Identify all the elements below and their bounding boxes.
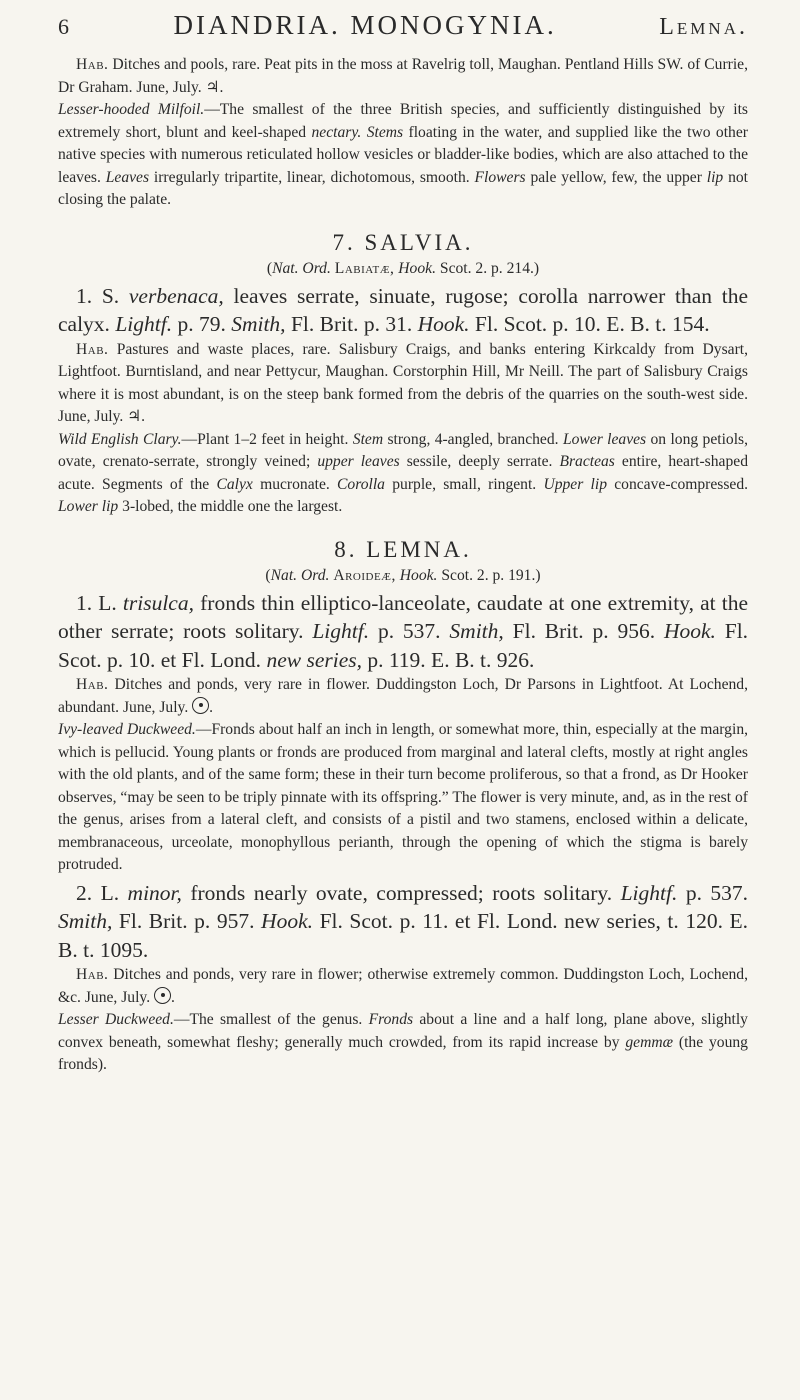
hab-paragraph [58,54,748,99]
genus-heading-salvia: 7. SALVIA. [332,229,474,255]
ref-author: Smith, [449,619,504,643]
desc-text: floating in the water, and supplied like the two other native species with numerous reticulated hollow vesicles or bladder-like bodies, which are also attached to the leaves. [58,123,748,186]
ref-author: Lightf. [115,312,173,336]
ref-text: p. 537. [685,880,749,905]
desc-text: pale yellow, few, the upper [530,168,702,186]
ref-text: Fl. Brit. p. 957. [118,909,255,933]
species-number: 1. L. [76,590,117,615]
annual-symbol-icon [192,697,209,714]
desc-text: sessile, deeply serrate. [406,453,553,470]
natural-order-line [58,567,748,585]
desc-term: Leaves [105,168,150,186]
ref-author: Hook. [417,312,470,336]
genus-heading-lemna: 8. LEMNA. [334,536,472,562]
desc-text: irregularly tripartite, linear, dichotomous, smooth. [153,168,470,186]
common-name: Lesser-hooded Milfoil. [58,101,205,118]
hab-label: Hab. [76,56,109,73]
desc-text: —Fronds about half an inch in length, or somewhat more, thin, especially at the margin, which is pellucid. Young plants or fronds are produced from marginal and lateral clefts, mostly at right angles with the old plants, and of the same form; these in their turn become proliferous, so that a frond, as Dr Hooker observes, “may be seen to be triply pinnate with its offspring.” The flower is very minute, and, as in the rest of the genus, arises from a lateral cleft, and consists of a pistil and two stamens, enclosed within a delicate, membranaceous, urceolate, monophyllous perianth, through the opening of which the stigma is barely protruded. [58,721,749,873]
species-number: 2. L. [76,880,120,905]
order-ref: Scot. 2. p. 191.) [441,566,541,584]
hab-text: Ditches and pools, rare. Peat pits in the moss at Ravelrig toll, Maughan. Pentland Hills SW. of Currie, Dr Graham. June, July. [58,56,748,96]
desc-text: not closing the palate. [58,168,749,208]
desc-term: Lower lip [58,498,119,515]
ref-author: Smith, [58,909,113,933]
desc-term: Upper lip [543,475,607,493]
desc-term: Corolla [337,475,385,493]
desc-term: nectary. [311,123,362,141]
desc-text: 3-lobed, the middle one the largest. [122,498,343,515]
order-ref: Scot. 2. p. 214.) [439,259,540,277]
hab-text: Pastures and waste places, rare. Salisbury Craigs, and banks entering Kirkcaldy from Dysart, Lightfoot. Burntisland, and near Pettycur, Maughan. Corstorphin Hill, Mr Neill. The part of Salisbury Craigs where it is most abundant, is on the steep bank formed from the debris of the quarries on the south-west side. June, July. [58,340,749,425]
desc-text: —The smallest of the three British species, and sufficiently distinguished by its extremely short, blunt and keel-shaped [58,101,748,141]
desc-term: Lower leaves [562,430,647,448]
ref-text: Fl. Brit. p. 31. [290,312,413,336]
perennial-sign: ♃. [205,78,224,96]
diagnosis-text: fronds thin elliptico-lanceolate, caudate at one extremity, at the other serrate; roots solitary. [58,590,749,643]
ref-author: Lightf. [620,880,678,905]
page-number: 6 [58,14,71,39]
desc-term: Stem [352,430,384,448]
ref-text: Fl. Scot. p. 10. et Fl. Lond. [58,619,749,672]
species-number: 1. S. [76,283,120,308]
species-name: minor, [127,880,182,905]
desc-term: Flowers [474,168,526,186]
hook-ref: Hook. [399,566,438,584]
desc-text: —The smallest of the genus. [173,1011,363,1028]
desc-text: about a line and a half long, plane above, slightly convex beneath, somewhat fleshy; generally much crowded, from its rapid increase by [58,1011,748,1051]
ref-text: Fl. Brit. p. 956. [512,619,656,643]
ref-author: Hook. [663,619,716,643]
desc-term: Bracteas [559,453,615,470]
family-name: Labiatæ, [334,259,395,277]
hab-text: Ditches and ponds, very rare in flower. Duddingston Loch, Dr Parsons in Lightfoot. At Lochend, abundant. June, July. [58,676,748,716]
nat-ord-label: Nat. Ord. [270,566,330,584]
hab-label: Hab. [76,340,109,358]
desc-term: Calyx [216,475,253,493]
desc-text: —Plant 1–2 feet in height. [181,430,349,448]
diagnosis-text: fronds nearly ovate, compressed; roots solitary. [190,880,613,905]
hab-label: Hab. [76,676,109,693]
species-diagnosis [58,589,748,675]
ref-text: p. 537. [377,619,441,643]
ref-series: new series, [266,647,362,672]
desc-text: on long petiols, ovate, crenato-serrate, strongly veined; [58,430,749,470]
desc-term: upper leaves [317,453,400,470]
running-title: DIANDRIA. MONOGYNIA. [173,10,557,40]
hab-label: Hab. [76,966,109,983]
ref-text: p. 79. [177,312,226,336]
species-name: verbenaca, [128,283,224,308]
description-paragraph [58,719,748,877]
desc-term: Fronds [368,1011,414,1028]
family-name: Aroideæ, [333,566,396,584]
desc-text: mucronate. [260,475,330,493]
nat-ord-label: Nat. Ord. [272,259,331,277]
paren: ( [266,259,273,277]
desc-text: entire, heart-shaped acute. Segments of the [58,453,748,493]
species-diagnosis [58,282,748,339]
ref-text: Fl. Scot. p. 10. E. B. t. 154. [474,312,710,336]
description-paragraph [58,99,748,212]
running-head [58,10,748,54]
running-genus: Lemna. [659,14,748,40]
desc-text: (the young fronds). [58,1033,748,1073]
desc-text: purple, small, ringent. [392,475,537,493]
desc-text: concave-compressed. [614,475,749,493]
hab-paragraph [58,339,748,429]
hook-ref: Hook. [398,259,436,277]
species-diagnosis [58,879,748,965]
hab-text: Ditches and ponds, very rare in flower; otherwise extremely common. Duddingston Loch, Lochend, &c. June, July. [58,966,748,1006]
species-name: trisulca, [122,590,194,615]
diagnosis-text: leaves serrate, sinuate, rugose; corolla narrower than the calyx. [58,283,749,336]
paren: ( [265,566,271,584]
natural-order-line [58,260,748,278]
common-name: Ivy-leaved Duckweed. [58,721,196,738]
perennial-sign: ♃. [127,408,146,425]
desc-term: lip [706,168,724,186]
desc-text: strong, 4-angled, branched. [387,430,559,448]
annual-symbol-icon [154,987,171,1004]
common-name: Wild English Clary. [58,430,182,448]
ref-author: Hook. [261,909,313,933]
hab-paragraph: Hab. Ditches and ponds, very rare in flower. Duddingston Loch, Dr Parsons in Lightfoot. At Lochend, abundant. June, July. . [58,676,748,716]
ref-author: Lightf. [312,619,370,643]
hab-paragraph: Hab. Ditches and ponds, very rare in flower; otherwise extremely common. Duddingston Loch, Lochend, &c. June, July. . [58,966,748,1006]
desc-term: Stems [366,123,404,141]
description-paragraph [58,429,748,519]
ref-text: Fl. Scot. p. 11. et Fl. Lond. new series, t. 120. E. B. t. 1095. [58,909,749,962]
ref-text: p. 119. E. B. t. 926. [367,647,535,672]
common-name: Lesser Duckweed. [58,1011,174,1028]
description-paragraph [58,1009,748,1077]
ref-author: Smith, [231,312,286,336]
desc-term: gemmæ [625,1033,674,1051]
